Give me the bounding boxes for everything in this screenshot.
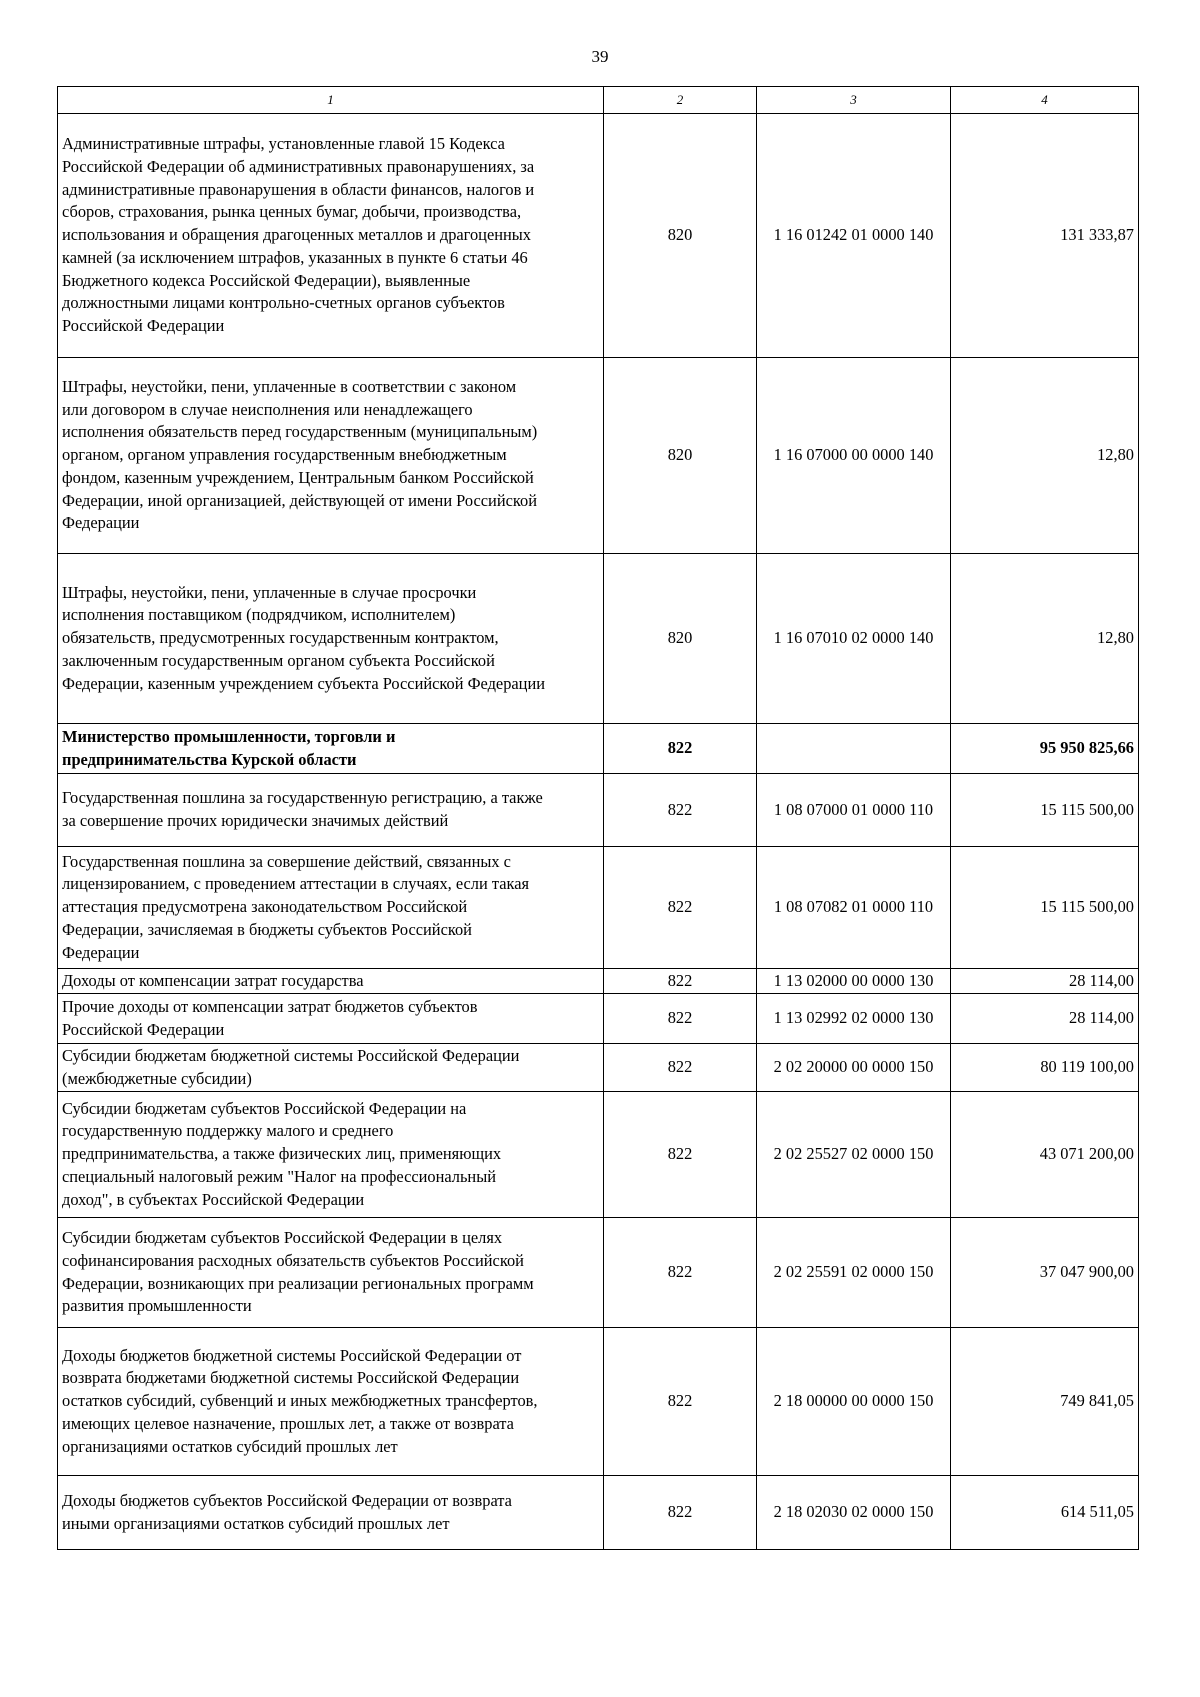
table-row xyxy=(58,1218,1139,1328)
row-budget-classification-code: 1 16 07010 02 0000 140 xyxy=(757,554,951,724)
row-amount: 12,80 xyxy=(951,358,1139,554)
row-amount: 15 115 500,00 xyxy=(951,774,1139,847)
row-description xyxy=(58,554,604,724)
row-admin-code: 822 xyxy=(604,969,757,994)
row-budget-classification-code: 1 08 07082 01 0000 110 xyxy=(757,847,951,969)
row-description-text: Государственная пошлина за совершение действий, связанных с лицензированием, с проведением аттестации в случаях, если такая аттестация предусмотрена законодательством Российской Федерации, зачисляемая в бюджеты субъектов Российской Федерации xyxy=(62,851,530,962)
row-amount: 95 950 825,66 xyxy=(951,724,1139,774)
row-description-text: Субсидии бюджетам субъектов Российской Федерации на государственную поддержку малого и среднего предпринимательства, а также физических лиц, применяющих специальный налоговый режим "Налог на профессиональный доход", в субъектах Российской Федерации xyxy=(62,1098,502,1209)
row-admin-code: 822 xyxy=(604,1218,757,1328)
row-amount: 28 114,00 xyxy=(951,969,1139,994)
table-row xyxy=(58,994,1139,1044)
row-description xyxy=(58,1328,604,1476)
row-description-text: Государственная пошлина за государственную регистрацию, а также за совершение прочих юридически значимых действий xyxy=(62,788,543,830)
row-budget-classification-code xyxy=(757,724,951,774)
row-admin-code: 820 xyxy=(604,114,757,358)
row-budget-classification-code: 2 18 00000 00 0000 150 xyxy=(757,1328,951,1476)
row-budget-classification-code: 1 13 02992 02 0000 130 xyxy=(757,994,951,1044)
row-description xyxy=(58,1092,604,1218)
row-description-text: Субсидии бюджетам субъектов Российской Федерации в целях софинансирования расходных обязательств субъектов Российской Федерации, возникающих при реализации региональных программ развития промышленности xyxy=(62,1227,534,1316)
row-description-text: Штрафы, неустойки, пени, уплаченные в случае просрочки исполнения поставщиком (подрядчиком, исполнителем) обязательств, предусмотренных государственным контрактом, заключенным государственным органом субъекта Российской Федерации, казенным учреждением субъекта Российской Федерации xyxy=(62,582,545,693)
row-admin-code: 820 xyxy=(604,358,757,554)
row-admin-code: 822 xyxy=(604,1092,757,1218)
row-description-text: Доходы бюджетов бюджетной системы Российской Федерации от возврата бюджетами бюджетной системы Российской Федерации остатков субсидий, субвенций и иных межбюджетных трансфертов, имеющих целевое назначение, прошлых лет, а также от возврата организациями остатков субсидий прошлых лет xyxy=(62,1345,538,1456)
table-body xyxy=(58,114,1139,1550)
row-description xyxy=(58,358,604,554)
row-amount: 80 119 100,00 xyxy=(951,1044,1139,1092)
row-budget-classification-code: 1 16 01242 01 0000 140 xyxy=(757,114,951,358)
row-admin-code: 822 xyxy=(604,724,757,774)
column-header-1: 1 xyxy=(58,87,604,114)
row-admin-code: 822 xyxy=(604,1044,757,1092)
row-budget-classification-code: 1 16 07000 00 0000 140 xyxy=(757,358,951,554)
column-header-2: 2 xyxy=(604,87,757,114)
row-budget-classification-code: 2 02 25527 02 0000 150 xyxy=(757,1092,951,1218)
table-row xyxy=(58,847,1139,969)
row-admin-code: 822 xyxy=(604,994,757,1044)
row-description xyxy=(58,1044,604,1092)
row-budget-classification-code: 2 02 20000 00 0000 150 xyxy=(757,1044,951,1092)
row-description xyxy=(58,774,604,847)
table-row xyxy=(58,1476,1139,1550)
row-budget-classification-code: 1 13 02000 00 0000 130 xyxy=(757,969,951,994)
table-row xyxy=(58,1328,1139,1476)
table-row xyxy=(58,1092,1139,1218)
row-description xyxy=(58,1218,604,1328)
row-amount: 43 071 200,00 xyxy=(951,1092,1139,1218)
revenue-table xyxy=(57,86,1139,1550)
row-description-text: Министерство промышленности, торговли и предпринимательства Курской области xyxy=(62,726,396,769)
table-row xyxy=(58,554,1139,724)
row-amount: 28 114,00 xyxy=(951,994,1139,1044)
table-row xyxy=(58,724,1139,774)
table-row xyxy=(58,774,1139,847)
column-header-3: 3 xyxy=(757,87,951,114)
row-budget-classification-code: 2 02 25591 02 0000 150 xyxy=(757,1218,951,1328)
row-amount: 15 115 500,00 xyxy=(951,847,1139,969)
row-budget-classification-code: 1 08 07000 01 0000 110 xyxy=(757,774,951,847)
table-row xyxy=(58,1044,1139,1092)
row-description-text: Штрафы, неустойки, пени, уплаченные в соответствии с законом или договором в случае неисполнения или ненадлежащего исполнения обязательств перед государственным (муниципальным) органом, органом управления государственным внебюджетным фондом, казенным учреждением, Центральным банком Российской Федерации, иной организацией, действующей от имени Российской Федерации xyxy=(62,376,538,533)
row-description-text: Субсидии бюджетам бюджетной системы Российской Федерации (межбюджетные субсидии) xyxy=(62,1045,520,1088)
row-description-text: Административные штрафы, установленные главой 15 Кодекса Российской Федерации об административных правонарушениях, за административные правонарушения в области финансов, налогов и сборов, страхования, рынка ценных бумаг, добычи, производства, использования и обращения драгоценных металлов и драгоценных камней (за исключением штрафов, указанных в пункте 6 статьи 46 Бюджетного кодекса Российской Федерации), выявленные должностными лицами контрольно-счетных органов субъектов Российской Федерации xyxy=(62,133,535,336)
row-amount: 749 841,05 xyxy=(951,1328,1139,1476)
row-description xyxy=(58,994,604,1044)
row-admin-code: 822 xyxy=(604,1476,757,1550)
row-amount: 37 047 900,00 xyxy=(951,1218,1139,1328)
row-description-text: Доходы от компенсации затрат государства xyxy=(62,970,364,990)
row-description-text: Прочие доходы от компенсации затрат бюджетов субъектов Российской Федерации xyxy=(62,996,478,1039)
table-row xyxy=(58,969,1139,994)
row-description xyxy=(58,724,604,774)
row-description-text: Доходы бюджетов субъектов Российской Федерации от возврата иными организациями остатков субсидий прошлых лет xyxy=(62,1490,512,1533)
table-row xyxy=(58,114,1139,358)
row-amount: 614 511,05 xyxy=(951,1476,1139,1550)
page-number: 39 xyxy=(591,47,609,66)
row-admin-code: 820 xyxy=(604,554,757,724)
table-header-row xyxy=(58,87,1139,114)
row-admin-code: 822 xyxy=(604,847,757,969)
row-description xyxy=(58,114,604,358)
row-budget-classification-code: 2 18 02030 02 0000 150 xyxy=(757,1476,951,1550)
column-header-4: 4 xyxy=(951,87,1139,114)
row-admin-code: 822 xyxy=(604,774,757,847)
row-admin-code: 822 xyxy=(604,1328,757,1476)
row-amount: 131 333,87 xyxy=(951,114,1139,358)
row-description xyxy=(58,969,604,994)
table-row xyxy=(58,358,1139,554)
row-description xyxy=(58,1476,604,1550)
row-description xyxy=(58,847,604,969)
row-amount: 12,80 xyxy=(951,554,1139,724)
